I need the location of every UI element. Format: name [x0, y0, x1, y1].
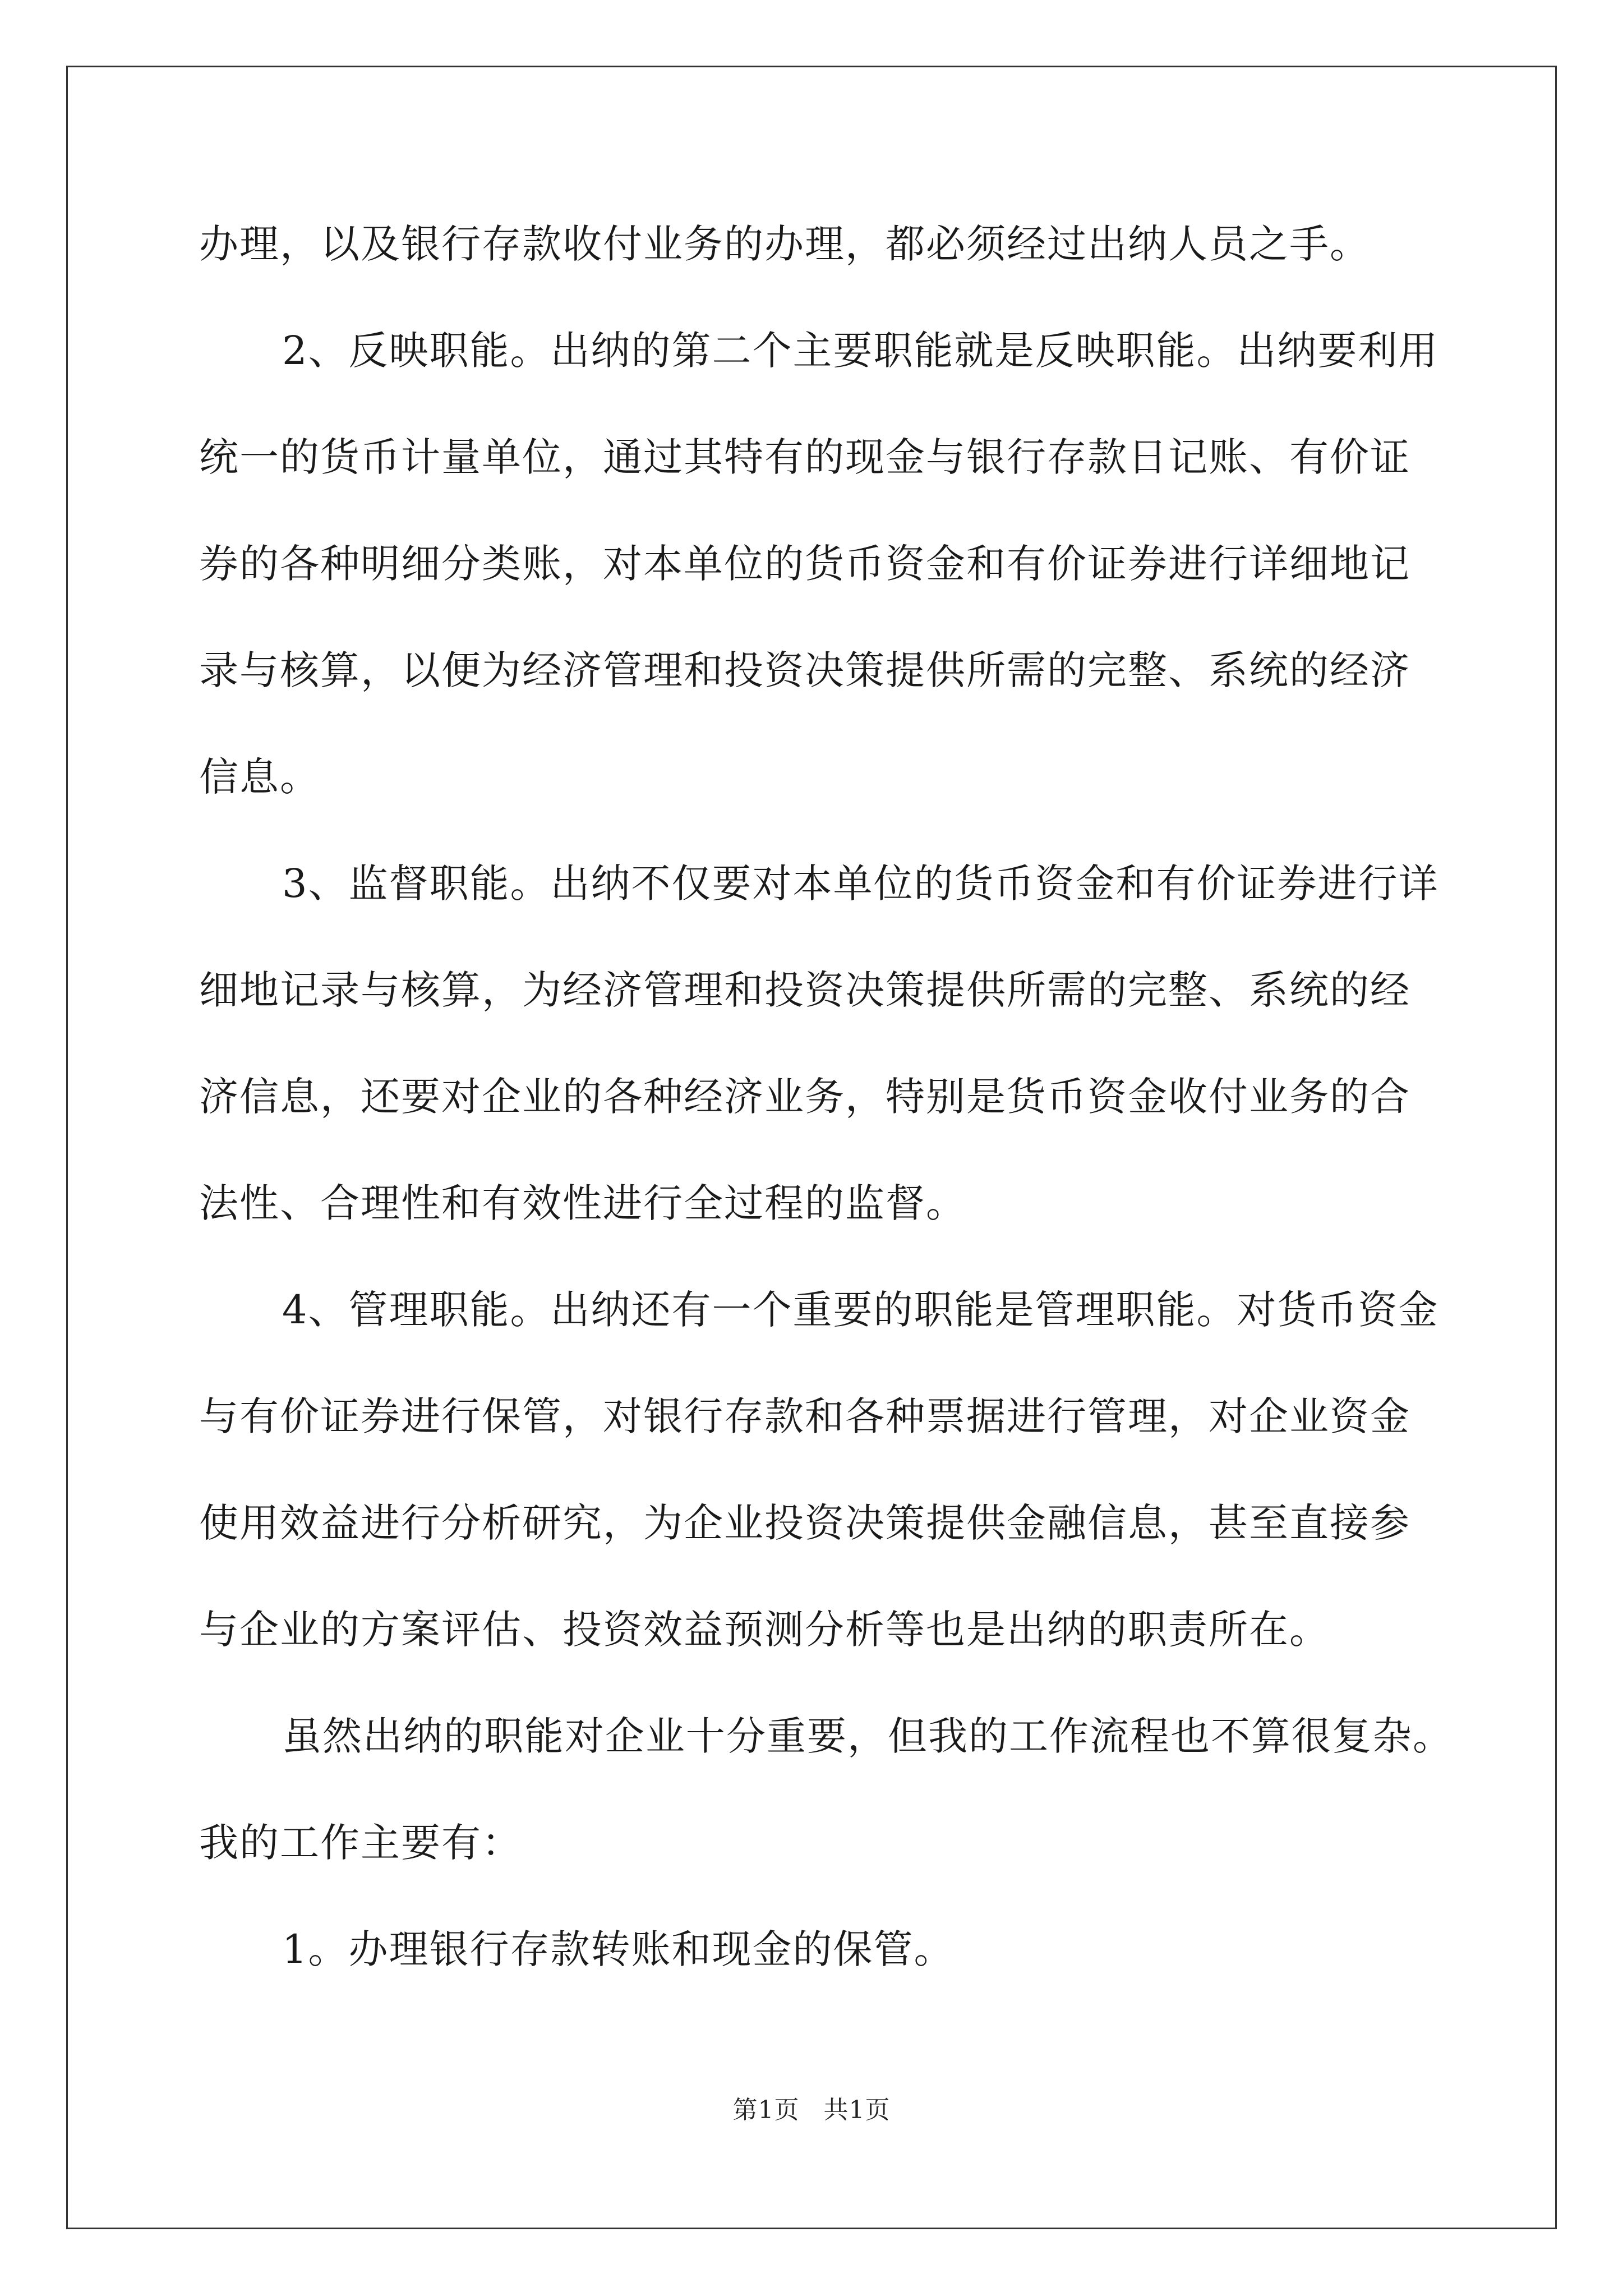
document-body [199, 191, 1453, 2003]
text-line: 信息。 [199, 754, 320, 800]
text-line: 法性、合理性和有效性进行全过程的监督。 [199, 1180, 966, 1226]
text-line: 1。办理银行存款转账和现金的保管。 [282, 1926, 955, 1972]
text-line: 3、监督职能。出纳不仅要对本单位的货币资金和有价证券进行详 [282, 861, 1439, 907]
text-line: 济信息，还要对企业的各种经济业务，特别是货币资金收付业务的合 [199, 1074, 1410, 1120]
text-line: 统一的货币计量单位，通过其特有的现金与银行存款日记账、有价证 [199, 434, 1410, 480]
text-line: 虽然出纳的职能对企业十分重要，但我的工作流程也不算很复杂。 [282, 1713, 1453, 1759]
text-line: 4、管理职能。出纳还有一个重要的职能是管理职能。对货币资金 [282, 1287, 1439, 1333]
text-line: 办理，以及银行存款收付业务的办理，都必须经过出纳人员之手。 [199, 221, 1370, 267]
text-line: 细地记录与核算，为经济管理和投资决策提供所需的完整、系统的经 [199, 967, 1410, 1013]
text-line: 我的工作主要有： [199, 1820, 522, 1866]
page-footer [0, 2090, 1623, 2125]
text-line: 录与核算，以便为经济管理和投资决策提供所需的完整、系统的经济 [199, 647, 1410, 693]
text-line: 2、反映职能。出纳的第二个主要职能就是反映职能。出纳要利用 [282, 328, 1439, 374]
text-line: 使用效益进行分析研究，为企业投资决策提供金融信息，甚至直接参 [199, 1500, 1410, 1546]
page-number: 第1页 [732, 2096, 800, 2124]
text-line: 券的各种明细分类账，对本单位的货币资金和有价证券进行详细地记 [199, 541, 1410, 587]
text-line: 与有价证券进行保管，对银行存款和各种票据进行管理，对企业资金 [199, 1393, 1410, 1439]
page-total: 共1页 [823, 2096, 891, 2124]
text-line: 与企业的方案评估、投资效益预测分析等也是出纳的职责所在。 [199, 1607, 1330, 1653]
